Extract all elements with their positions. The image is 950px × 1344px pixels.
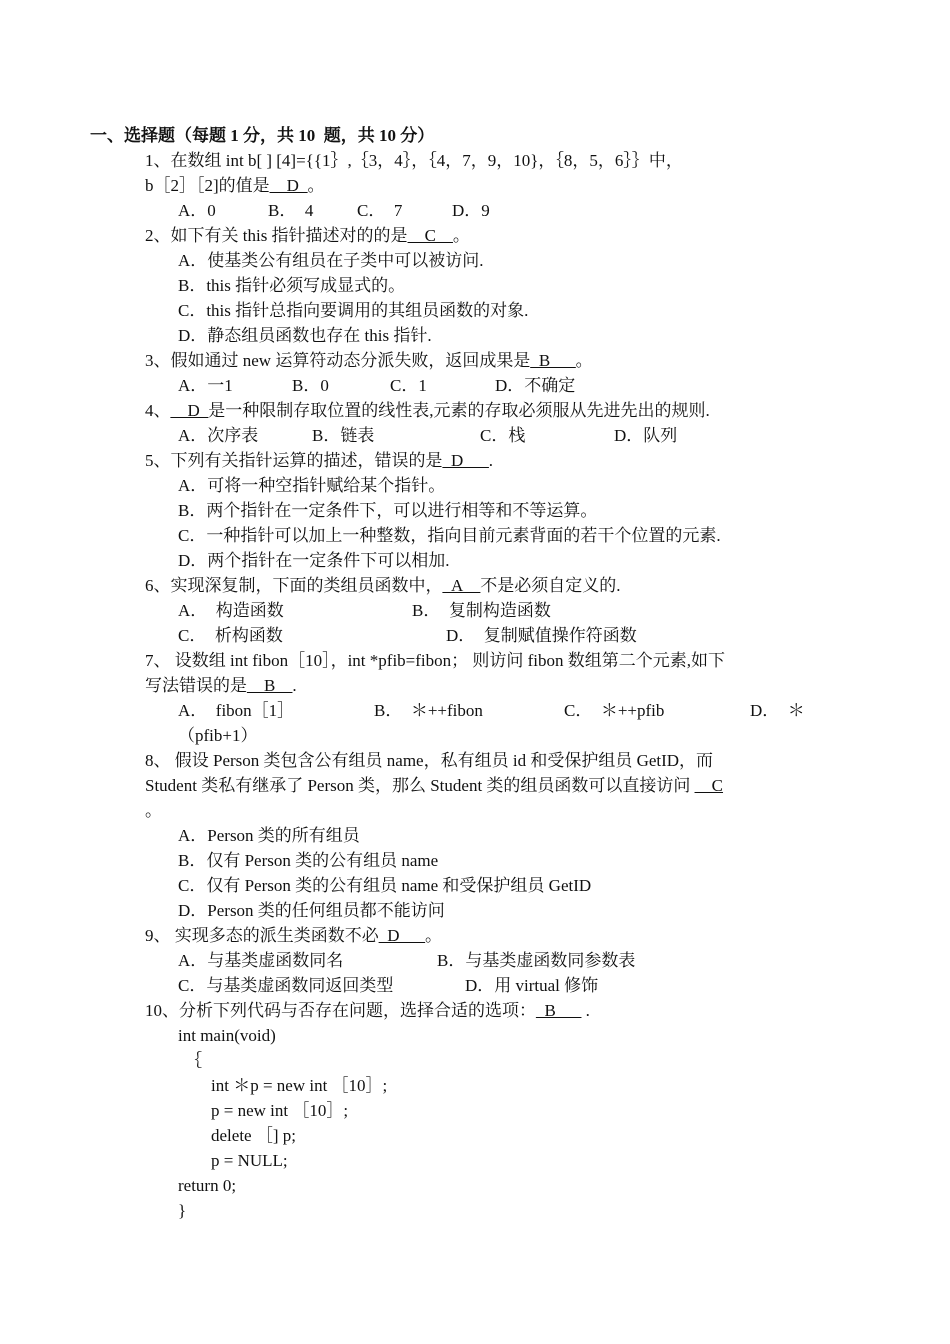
- q3-option-c: C．1: [390, 376, 427, 395]
- q10-answer: _B___: [536, 1001, 582, 1020]
- q6-option-d: D． 复制赋值操作符函数: [446, 626, 637, 645]
- q5-option-d: D．两个指针在一定条件下可以相加.: [178, 551, 450, 570]
- q2-option-d: D．静态组员函数也存在 this 指针.: [178, 326, 432, 345]
- q2-option-b: B．this 指针必须写成显式的。: [178, 276, 406, 295]
- q3-option-b: B．0: [292, 376, 329, 395]
- q2-option-a: A．使基类公有组员在子类中可以被访问.: [178, 251, 484, 270]
- q9-option-c: C．与基类虚函数同返回类型: [178, 976, 394, 995]
- code-line: delete ［] p;: [211, 1126, 296, 1145]
- q9-answer: _D___: [378, 926, 426, 945]
- section-title: 一、选择题（每题 1 分，共 10 题，共 10 分）: [90, 126, 435, 145]
- code-line: p = NULL;: [211, 1151, 288, 1170]
- q5-stem: 5、下列有关指针运算的描述，错误的是_D___.: [145, 451, 494, 470]
- q6-stem: 6、实现深复制，下面的类组员函数中，_A__不是必须自定义的.: [145, 576, 621, 595]
- q7-option-b: B． ＊++fibon: [374, 701, 483, 720]
- q9-option-b: B．与基类虚函数同参数表: [437, 951, 636, 970]
- q6-option-a: A． 构造函数: [178, 601, 284, 620]
- q2-answer: __C__: [407, 226, 453, 245]
- q8-option-d: D．Person 类的任何组员都不能访问: [178, 901, 445, 920]
- q8-answer: __C: [694, 776, 724, 795]
- q1-option-a: A．0: [178, 201, 216, 220]
- q7-stem-line2: 写法错误的是__B__.: [145, 676, 297, 695]
- code-line: p = new int ［10］;: [211, 1101, 349, 1120]
- q1-answer: __D_: [269, 176, 308, 195]
- q1-option-b: B． 4: [268, 201, 314, 220]
- q9-option-d: D．用 virtual 修饰: [465, 976, 599, 995]
- q7-option-a: A． fibon［1］: [178, 701, 295, 720]
- q3-stem: 3、假如通过 new 运算符动态分派失败，返回成果是_B___。: [145, 351, 593, 370]
- q8-option-a: A．Person 类的所有组员: [178, 826, 360, 845]
- q9-option-a: A．与基类虚函数同名: [178, 951, 344, 970]
- q6-option-c: C． 析构函数: [178, 626, 283, 645]
- code-line: }: [178, 1201, 187, 1220]
- q5-option-a: A．可将一种空指针赋给某个指针。: [178, 476, 446, 495]
- q3-option-a: A．一1: [178, 376, 233, 395]
- code-line: int ＊p = new int ［10］;: [211, 1076, 388, 1095]
- q6-answer: _A__: [442, 576, 481, 595]
- q8-option-b: B．仅有 Person 类的公有组员 name: [178, 851, 439, 870]
- q5-option-b: B．两个指针在一定条件下，可以进行相等和不等运算。: [178, 501, 598, 520]
- q3-option-d: D．不确定: [495, 376, 576, 395]
- q8-option-c: C．仅有 Person 类的公有组员 name 和受保护组员 GetID: [178, 876, 592, 895]
- code-line: int main(void): [178, 1026, 276, 1045]
- q4-option-c: C．栈: [480, 426, 526, 445]
- q8-stem: 8、 假设 Person 类包含公有组员 name，私有组员 id 和受保护组员 GetID，而: [145, 751, 714, 770]
- q7-answer: __B__: [247, 676, 293, 695]
- q1-option-c: C． 7: [357, 201, 403, 220]
- q1-stem-line2: b［2］［2]的值是__D_。: [145, 176, 325, 195]
- q4-option-b: B．链表: [312, 426, 375, 445]
- q4-stem: 4、__D_是一种限制存取位置的线性表,元素的存取必须服从先进先出的规则.: [145, 401, 710, 420]
- q4-option-a: A．次序表: [178, 426, 259, 445]
- q5-answer: _D___: [442, 451, 489, 470]
- q6-option-b: B． 复制构造函数: [412, 601, 551, 620]
- q8-stem-line2: Student 类私有继承了 Person 类，那么 Student 类的组员函数可以直接访问 __C: [145, 776, 724, 795]
- q10-stem: 10、分析下列代码与否存在问题，选择合适的选项：_B___ .: [145, 1001, 590, 1020]
- q7-option-d-continued: （pfib+1）: [178, 726, 258, 745]
- q7-option-d: D． ＊: [750, 701, 805, 720]
- q7-option-c: C． ＊++pfib: [564, 701, 665, 720]
- code-line: return 0;: [178, 1176, 237, 1195]
- q3-answer: _B___: [530, 351, 576, 370]
- q2-stem: 2、如下有关 this 指针描述对的的是__C__。: [145, 226, 470, 245]
- code-line: ｛: [185, 1051, 202, 1070]
- q1-option-d: D．9: [452, 201, 490, 220]
- q8-stem-line3: 。: [145, 801, 162, 820]
- q1-stem: 1、在数组 int b[ ] [4]={{1｝,｛3，4｝，｛4，7，9，10}，｛8，5，6｝｝中，: [145, 151, 683, 170]
- q2-option-c: C．this 指针总指向要调用的其组员函数的对象.: [178, 301, 529, 320]
- q7-stem: 7、 设数组 int fibon［10］，int *pfib=fibon； 则访问 fibon 数组第二个元素,如下: [145, 651, 726, 670]
- q4-option-d: D．队列: [614, 426, 678, 445]
- q9-stem: 9、 实现多态的派生类函数不必_D___。: [145, 926, 443, 945]
- q4-answer: __D_: [170, 401, 209, 420]
- q5-option-c: C．一种指针可以加上一种整数，指向目前元素背面的若干个位置的元素.: [178, 526, 721, 545]
